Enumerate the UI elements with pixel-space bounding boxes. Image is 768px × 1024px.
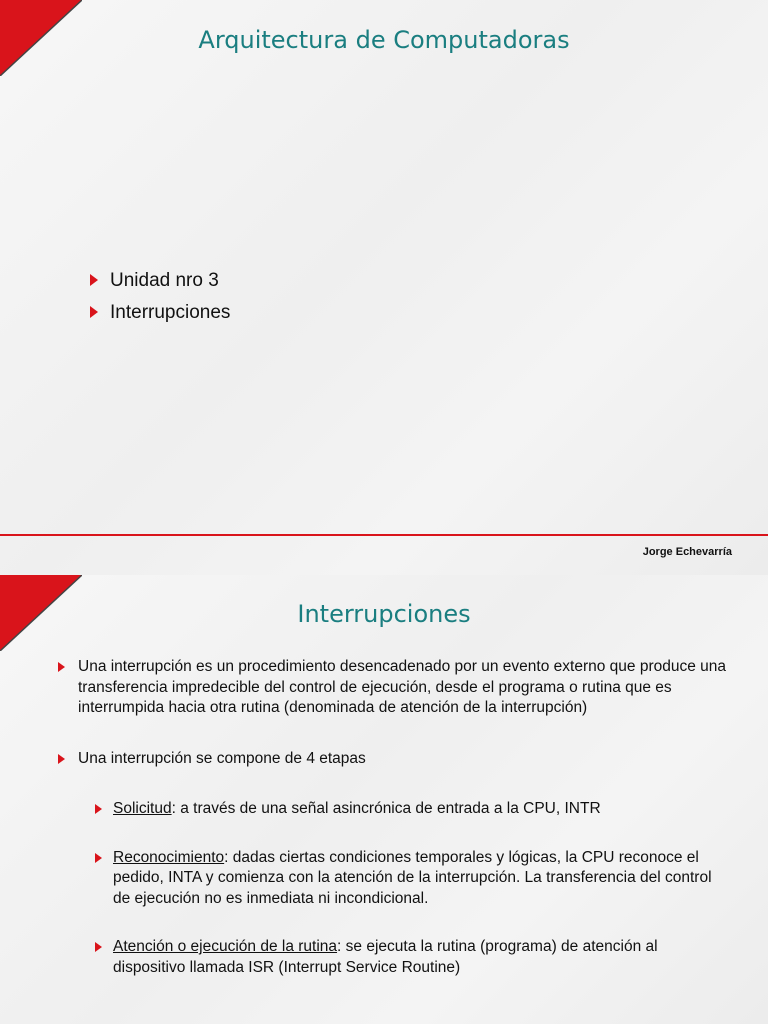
author-name: Jorge Echevarría [642,546,732,558]
bullet-paragraph [58,657,733,719]
bullet-icon [58,662,65,672]
bullet-list [90,267,230,331]
bullet-icon [95,942,102,952]
stage-item [58,937,723,978]
list-item [90,267,230,299]
stage-text: : a través de una señal asincrónica de entrada a la CPU, INTR [171,800,601,817]
stage-text: : se ejecuta la rutina (programa) de atención al dispositivo llamada ISR (Interrupt Service Routine) [113,938,658,976]
stage-term: Reconocimiento [113,848,225,866]
bullet-text: Una interrupción se compone de 4 etapas [78,749,366,767]
bullet-paragraph [58,749,730,770]
slide-title: Interrupciones [297,600,471,628]
stage-term: Solicitud [113,800,172,817]
stage-term: Atención o ejecución de la rutina [113,938,338,955]
slide-body [58,657,730,1006]
list-item [90,299,230,331]
bullet-icon [90,274,98,286]
stage-text: : dadas ciertas condiciones temporales y lógicas, la CPU reconoce el pedido, INTA y comienza con la atención de la interrupción. La transferencia del control de ejecución no es inmediata ni incondicional. [113,848,712,907]
bullet-text: Una interrupción es un procedimiento desencadenado por un evento externo que produce una transferencia impredecible del control de ejecución, desde el programa o rutina que es interrumpida hacia otra rutina (denominada de atención de la interrupción) [78,658,727,716]
slide-title: Arquitectura de Computadoras [198,26,570,54]
bullet-icon [95,804,102,814]
stage-item [58,799,723,820]
bullet-text: Unidad nro 3 [110,270,219,291]
bullet-icon [90,306,98,318]
bullet-icon [58,754,65,764]
stage-item [58,848,723,910]
slide-2 [0,575,768,1024]
footer-divider [0,534,768,536]
bullet-text: Interrupciones [110,302,231,323]
bullet-icon [95,853,102,863]
